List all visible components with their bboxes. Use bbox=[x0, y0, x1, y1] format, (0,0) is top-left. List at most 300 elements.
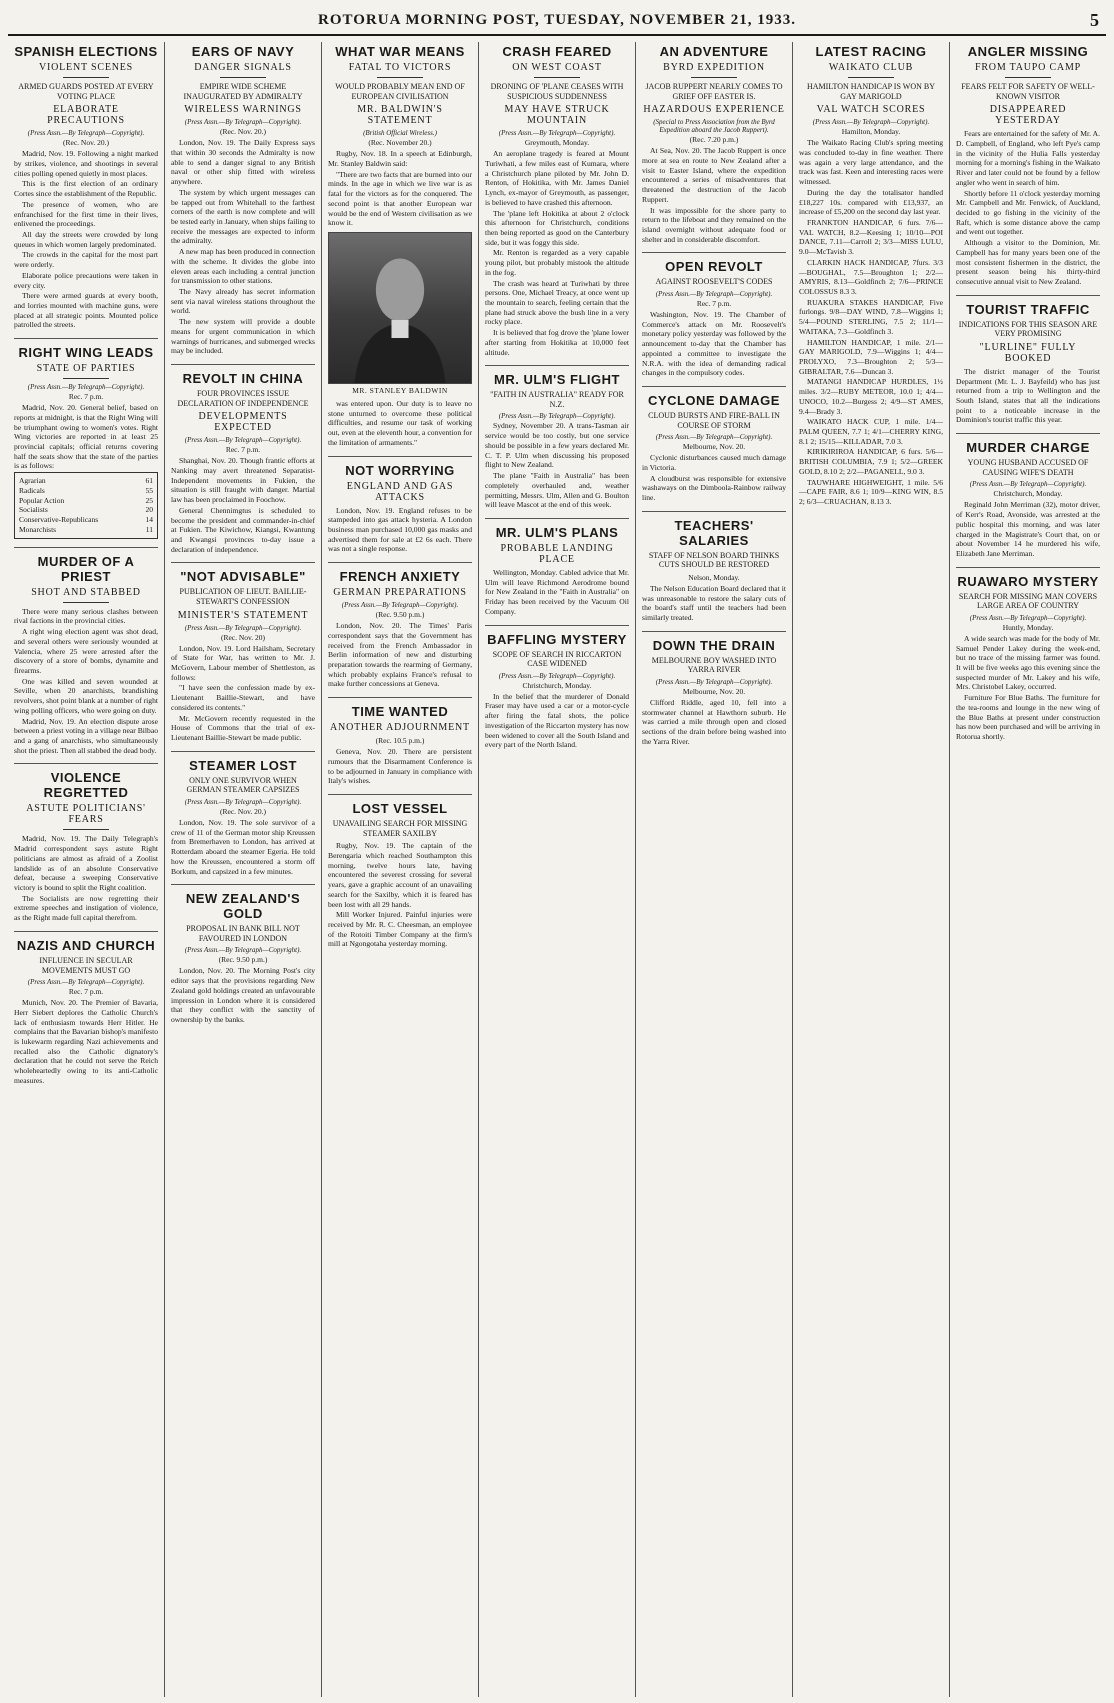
paragraph: FRANKTON HANDICAP, 6 furs. 7/6—VAL WATCH, 8.2—Keesing 1; 10/10—POI DANCE, 7.11—Carroll 2; 3/3—MISS LULU, 9.0—McTavish 3. bbox=[799, 217, 943, 257]
article bbox=[14, 44, 158, 330]
received-stamp: Melbourne, Nov. 20. bbox=[682, 442, 746, 452]
article-divider bbox=[14, 931, 158, 932]
deck-tagline: ANOTHER ADJOURNMENT bbox=[330, 722, 470, 734]
article-divider bbox=[171, 751, 315, 752]
deck-lines: ONLY ONE SURVIVOR WHEN GERMAN STEAMER CAPSIZES bbox=[186, 775, 300, 795]
article bbox=[328, 463, 472, 555]
article bbox=[328, 704, 472, 786]
article bbox=[485, 372, 629, 510]
deck-tagline: MR. BALDWIN'S STATEMENT bbox=[357, 104, 443, 127]
paragraph: A cloudburst was responsible for extensive washaways on the Dimboola-Rainbow railway line. bbox=[642, 473, 786, 503]
paragraph: Shanghai, Nov. 20. Though frantic efforts at Nanking may avert threatened Separatist-Independent movements in Fukien, the situation is still fraught with danger. Martial law has been proclaimed in Foochow. bbox=[171, 456, 315, 505]
press-credit: (Press Assn.—By Telegraph—Copyright). bbox=[812, 118, 930, 127]
deck-lines: "FAITH IN AUSTRALIA" READY FOR N.Z. bbox=[490, 390, 624, 409]
subhead: DANGER SIGNALS bbox=[194, 62, 292, 73]
deck-lines: INDICATIONS FOR THIS SEASON ARE VERY PROMISING bbox=[958, 319, 1098, 339]
article-divider bbox=[171, 562, 315, 563]
article bbox=[642, 259, 786, 378]
headline: CRASH FEARED bbox=[502, 44, 612, 59]
article bbox=[171, 569, 315, 742]
press-credit: (Press Assn.—By Telegraph—Copyright). bbox=[655, 289, 773, 298]
article bbox=[642, 393, 786, 503]
article bbox=[328, 801, 472, 949]
article-divider bbox=[485, 518, 629, 519]
received-stamp: Rec. 7 p.m. bbox=[68, 392, 104, 402]
press-credit: (Press Assn.—By Telegraph—Copyright). bbox=[184, 623, 302, 632]
press-credit: (Press Assn.—By Telegraph—Copyright). bbox=[655, 433, 773, 442]
paragraph: One was killed and seven wounded at Seville, when 20 anarchists, brandishing revolvers, shot point blank at a number of right wing polling officers, who were going on duty. bbox=[14, 676, 158, 715]
paragraph: During the day the totalisator handled £18,227 10s. compared with £13,937, an increase of £5,200 on the second day last year. bbox=[799, 187, 943, 217]
subhead: FATAL TO VICTORS bbox=[348, 62, 452, 73]
short-rule bbox=[848, 77, 894, 78]
paragraph: was entered upon. Our duty is to leave no stone unturned to overcome these political difficulties, and resume our task of working out, even at the eleventh hour, a convention for the limitation of armaments." bbox=[328, 398, 472, 447]
article bbox=[171, 758, 315, 877]
page-number: 5 bbox=[1090, 10, 1100, 30]
headline: MURDER OF A PRIEST bbox=[37, 553, 135, 584]
paragraph: HAMILTON HANDICAP, 1 mile. 2/1—GAY MARIGOLD, 7.9—Wiggins 1; 4/4—PROLYXO, 7.3—Broughton 2; 5/3—GIBRALTAR, 7.6—Duncan 3. bbox=[799, 337, 943, 376]
article-body bbox=[171, 818, 315, 876]
press-credit: (Special to Press Association from the Byrd Expedition aboard the Jacob Ruppert). bbox=[653, 118, 775, 135]
received-stamp: (Rec. Nov. 20.) bbox=[220, 127, 266, 137]
paragraph: London, Nov. 20. The Morning Post's city editor says that the provisions regarding New Zealand gold holdings created an unfavourable impression in London where it is considered that they conflict with the sanctity of ownership by the banks. bbox=[171, 966, 315, 1025]
article bbox=[171, 371, 315, 554]
paragraph: London, Nov. 19. England refuses to be stampeded into gas attack hysteria. A London business man purchased 10,000 gas masks and advertised them for sale at £2 6s each. There was not a single response. bbox=[328, 505, 472, 554]
column-7 bbox=[950, 42, 1106, 1697]
article bbox=[485, 632, 629, 751]
article-body bbox=[956, 129, 1100, 287]
columns bbox=[8, 42, 1106, 1697]
press-credit: (Press Assn.—By Telegraph—Copyright). bbox=[27, 383, 145, 392]
deck-tagline: VAL WATCH SCORES bbox=[816, 104, 926, 116]
party-name: Popular Action bbox=[19, 495, 65, 505]
seat-count: 55 bbox=[145, 485, 153, 495]
headline: "NOT ADVISABLE" bbox=[180, 569, 306, 585]
article-body bbox=[328, 506, 472, 555]
portrait-photo bbox=[328, 232, 472, 384]
deck-tagline: DEVELOPMENTS EXPECTED bbox=[198, 411, 288, 434]
headline: LOST VESSEL bbox=[352, 801, 448, 817]
party-name: Socialists bbox=[19, 505, 48, 515]
paragraph: The plane "Faith in Australia" has been completely overhauled and, weather permitting, Messrs. Ulm, Allen and G. Boulton will leave Mascot at the end of this week. bbox=[485, 471, 629, 510]
headline: AN ADVENTURE bbox=[659, 44, 769, 59]
received-stamp: (Rec. 7.20 p.m.) bbox=[689, 135, 739, 145]
paragraph: At Sea, Nov. 20. The Jacob Ruppert is once more at sea en route to New Zealand after a visit to Easter Island, where the expedition encountered a series of misadventures that threatened the destruction of the Jacob Ruppert. bbox=[642, 146, 786, 204]
paragraph: Madrid, Nov. 19. Following a night marked by strikes, violence, and shootings in several cities polling opened quietly in most places. bbox=[14, 149, 158, 178]
headline: RUAWARO MYSTERY bbox=[957, 573, 1099, 589]
seat-count: 11 bbox=[145, 524, 153, 534]
masthead-title: ROTORUA MORNING POST, TUESDAY, NOVEMBER 21, 1933. bbox=[318, 11, 796, 28]
paragraph: London, Nov. 19. Lord Hailsham, Secretary of State for War, has written to Mr. J. McGovern, Labour member of Shettleston, as follows: bbox=[171, 643, 315, 682]
deck-tagline: MAY HAVE STRUCK MOUNTAIN bbox=[504, 104, 610, 127]
deck-lines: FOUR PROVINCES ISSUE DECLARATION OF INDEPENDENCE bbox=[177, 389, 309, 408]
paragraph: A new map has been produced in connection with the scheme. It divides the globe into eleven areas each including a central junction for transmission to other stations. bbox=[171, 247, 316, 286]
subhead: STATE OF PARTIES bbox=[36, 363, 136, 375]
column-5 bbox=[636, 42, 793, 1697]
short-rule bbox=[691, 77, 737, 78]
short-rule bbox=[63, 829, 109, 830]
article-body bbox=[14, 834, 158, 922]
press-credit: (British Official Wireless.) bbox=[363, 129, 437, 138]
paragraph: General Chennimgtus is scheduled to become the president and commander-in-chief at Fukien. The Kiwichow, Kiangsi, Kwantung and Kwangsi provinces to-day issue a declaration of independence. bbox=[171, 505, 315, 554]
deck-tagline: "LURLINE" FULLY BOOKED bbox=[979, 341, 1077, 364]
article-divider bbox=[642, 386, 786, 387]
article-body bbox=[14, 998, 158, 1085]
article-body bbox=[171, 644, 315, 743]
article-divider bbox=[956, 567, 1100, 568]
paragraph: Mr. McGovern recently requested in the House of Commons that the trial of ex-Lieutenant Baillie-Stewart be made public. bbox=[171, 713, 315, 743]
article-divider bbox=[956, 433, 1100, 434]
paragraph: The crash was heard at Turiwhati by three persons. One, Michael Treacy, at once went up the mountain to search, feeling certain that the plane had struck above the bush line in a very rocky place. bbox=[485, 278, 629, 327]
paragraph: In the belief that the murderer of Donald Fraser may have used a car or a motor-cycle after firing the fatal shots, the police investigation of the Riccarton mystery has now been widened to cover all the South Island and every part of the North Island. bbox=[485, 691, 629, 750]
subhead: BYRD EXPEDITION bbox=[663, 62, 765, 73]
deck-lines: HAMILTON HANDICAP IS WON BY GAY MARIGOLD bbox=[806, 82, 935, 101]
short-rule bbox=[534, 77, 580, 78]
headline: OPEN REVOLT bbox=[665, 259, 763, 275]
headline: SPANISH ELECTIONS bbox=[14, 44, 158, 59]
seat-count: 20 bbox=[145, 505, 153, 515]
paragraph: The Navy already has secret information sent via naval wireless stations throughout the world. bbox=[171, 286, 315, 316]
article-body bbox=[956, 634, 1100, 742]
paragraph: The Waikato Racing Club's spring meeting was concluded to-day in fine weather. There was again a very large attendance, and the track was fast. Keen and interesting races were witnessed. bbox=[799, 138, 943, 187]
article bbox=[956, 44, 1100, 287]
article-divider bbox=[328, 697, 472, 698]
headline: ANGLER MISSING bbox=[967, 44, 1089, 59]
headline: REVOLT IN CHINA bbox=[182, 371, 304, 386]
headline: LATEST RACING bbox=[815, 44, 927, 59]
received-stamp: Greymouth, Monday. bbox=[524, 138, 590, 148]
party-name: Monarchists bbox=[19, 524, 57, 534]
paragraph: Mr. Renton is regarded as a very capable young pilot, but probably mistook the altitude in the fog. bbox=[485, 248, 629, 277]
headline: MURDER CHARGE bbox=[966, 440, 1090, 456]
article bbox=[14, 938, 158, 1086]
table-row bbox=[19, 505, 153, 515]
received-stamp: (Rec. 9.50 p.m.) bbox=[375, 610, 425, 620]
article-divider bbox=[642, 252, 786, 253]
article-divider bbox=[328, 562, 472, 563]
paragraph: Madrid, Nov. 19. The Daily Telegraph's Madrid correspondent says astute Right politicians are almost as afraid of a Zoolist landslide as of an absolute Conservative defeat, because a sweeping Conservative victory is bound to split the Right coalition. bbox=[14, 834, 158, 893]
deck-lines: ARMED GUARDS POSTED AT EVERY VOTING PLACE bbox=[18, 82, 154, 101]
article-divider bbox=[14, 547, 158, 548]
paragraph: Although a visitor to the Dominion, Mr. Campbell has for many years been one of the most consistent fishermen in the district, the present season being his thirty-third consecutive annual visit to New Zealand. bbox=[956, 238, 1100, 286]
paragraph: Furniture For Blue Baths. The furniture for the tea-rooms and lounge in the new wing of the Blue Baths at present under construction has now been purchased and will be arriving in Rotorua shortly. bbox=[956, 693, 1100, 742]
deck-tagline: ELABORATE PRECAUTIONS bbox=[47, 104, 125, 127]
received-stamp: (Rec. November 20.) bbox=[368, 138, 432, 148]
deck-lines: INFLUENCE IN SECULAR MOVEMENTS MUST GO bbox=[39, 955, 133, 975]
article-body bbox=[14, 403, 158, 471]
seat-count: 61 bbox=[145, 476, 153, 486]
press-credit: (Press Assn.—By Telegraph—Copyright). bbox=[184, 946, 302, 955]
article-body bbox=[328, 747, 472, 786]
paragraph: The crowds in the capital for the most part were orderly. bbox=[14, 250, 158, 270]
table-row bbox=[19, 496, 153, 506]
article-body bbox=[799, 138, 943, 507]
party-name: Agrarian bbox=[19, 476, 46, 486]
article-divider bbox=[485, 365, 629, 366]
headline: RIGHT WING LEADS bbox=[18, 345, 154, 361]
deck-tagline: GERMAN PREPARATIONS bbox=[333, 587, 467, 599]
article bbox=[14, 345, 158, 539]
short-rule bbox=[63, 378, 109, 379]
paragraph: The Socialists are now regretting their extreme speeches and instigation of violence, as the Right made full capital therefrom. bbox=[14, 893, 158, 923]
deck-lines: SEARCH FOR MISSING MAN COVERS LARGE AREA OF COUNTRY bbox=[958, 591, 1098, 611]
subhead: ON WEST COAST bbox=[512, 62, 602, 73]
article-divider bbox=[14, 763, 158, 764]
paragraph: The presence of women, who are enfranchised for the first time in their lives, enlivened the proceedings. bbox=[14, 199, 158, 229]
paragraph: London, Nov. 19. The Daily Express says that within 30 seconds the Admiralty is now able to send a danger signal to any British naval or other ship fitted with wireless anywhere. bbox=[171, 138, 315, 187]
article bbox=[328, 569, 472, 689]
paragraph: Shortly before 11 o'clock yesterday morning Mr. Campbell and Mr. Fenwick, of Auckland, decided to go fishing in the vicinity of the Raft, which is some distance above the camp and went out together. bbox=[956, 188, 1100, 237]
paragraph: Fears are entertained for the safety of Mr. A. D. Campbell, of England, who left Pye's camp in the vicinity of the Hulia Falls yesterday morning for a morning's fishing in the Waikato River and later could not be found by a fellow angler who went in search of him. bbox=[956, 129, 1100, 187]
deck-lines: JACOB RUPPERT NEARLY COMES TO GRIEF OFF EASTER IS. bbox=[645, 82, 783, 101]
deck-lines: DRONING OF 'PLANE CEASES WITH SUSPICIOUS SUDDENNESS bbox=[490, 82, 624, 101]
headline: NOT WORRYING bbox=[345, 462, 455, 478]
headline: VIOLENCE REGRETTED bbox=[43, 770, 129, 801]
deck-lines: EMPIRE WIDE SCHEME INAUGURATED BY ADMIRALTY bbox=[183, 82, 303, 101]
received-stamp: Melbourne, Nov. 20. bbox=[682, 687, 746, 697]
received-stamp: Rec. 7 p.m. bbox=[696, 298, 732, 308]
article-body bbox=[171, 138, 315, 356]
subhead: VIOLENT SCENES bbox=[38, 62, 134, 73]
press-credit: (Press Assn.—By Telegraph—Copyright). bbox=[498, 412, 616, 421]
headline: EARS OF NAVY bbox=[191, 44, 295, 59]
paragraph: An aeroplane tragedy is feared at Mount Turiwhati, a few miles east of Kumara, where a Christchurch plane piloted by Mr. John D. Renton, of Hokitika, with Mr. James Daniel Lynch, ex-mayor of Greymouth, as passenger, is believed to have crashed this afternoon. bbox=[485, 149, 629, 207]
paragraph: Rugby, Nov. 18. In a speech at Edinburgh, Mr. Stanley Baldwin said: bbox=[328, 149, 472, 168]
paragraph: The 'plane left Hokitika at about 2 o'clock this afternoon for Christchurch, conditions then being reported as good on the Canterbury side, but it was foggy this side. bbox=[485, 208, 629, 247]
deck-tagline: DISAPPEARED YESTERDAY bbox=[989, 104, 1067, 127]
column-6 bbox=[793, 42, 950, 1697]
party-table bbox=[14, 472, 158, 539]
short-rule bbox=[377, 77, 423, 78]
short-rule bbox=[63, 77, 109, 78]
received-stamp: (Rec. Nov. 20.) bbox=[63, 138, 109, 148]
paragraph: WAIKATO HACK CUP, 1 mile. 1/4—PALM QUEEN, 7.7 1; 4/1—CHERRY KING, 8.1 2; 15/15—KILLADAR, 7.0 3. bbox=[799, 417, 943, 446]
paragraph: Madrid, Nov. 19. An election dispute arose between a priest voting in a village near Bilbao and a gang of anarchists, who simultaneously shot the priest. Then all stabbed the dead body. bbox=[14, 716, 158, 755]
article-body bbox=[328, 621, 472, 689]
headline: BAFFLING MYSTERY bbox=[487, 631, 627, 647]
paragraph: Geneva, Nov. 20. There are persistent rumours that the Disarmament Conference is to be adjourned in January in compliance with Italy's wishes. bbox=[328, 747, 472, 786]
headline: MR. ULM'S PLANS bbox=[495, 524, 619, 540]
paragraph: CLARKIN HACK HANDICAP, 7furs. 3/3—BOUGHAL, 7.5—Broughton 1; 2/2—AMYRIS, 8.13—Goldfinch 2; 7/6—PRINCE COLOSSUS 8.3 3. bbox=[799, 257, 943, 296]
deck-lines: PUBLICATION OF LIEUT. BAILLIE-STEWART'S CONFESSION bbox=[179, 587, 307, 606]
column-3 bbox=[322, 42, 479, 1697]
paragraph: Rugby, Nov. 19. The captain of the Berengaria which reached Southampton this morning, twelve hours late, having encountered the severest crossing for several years, gave a graphic account of an unavailing search for the Saxilby, which it is feared has been lost with all 29 hands. bbox=[328, 841, 472, 909]
article bbox=[956, 440, 1100, 559]
headline: TIME WANTED bbox=[351, 704, 449, 720]
headline: NEW ZEALAND'S GOLD bbox=[185, 891, 301, 922]
article-divider bbox=[642, 511, 786, 512]
received-stamp: Christchurch, Monday. bbox=[993, 489, 1063, 499]
party-name: Conservative-Republicans bbox=[19, 515, 99, 525]
article bbox=[642, 638, 786, 747]
article-divider bbox=[171, 884, 315, 885]
article-body bbox=[642, 584, 786, 623]
paragraph: TAUWHARE HIGHWEIGHT, 1 mile. 5/6—CAPE FAIR, 8.6 1; 10/9—KING WIN, 8.5 2; 6/3—CRUACHAN, 8.13 3. bbox=[799, 477, 943, 507]
article-body bbox=[485, 568, 629, 617]
article bbox=[642, 44, 786, 244]
received-stamp: (Rec. 9.50 p.m.) bbox=[218, 955, 268, 965]
press-credit: (Press Assn.—By Telegraph—Copyright). bbox=[655, 678, 773, 687]
headline: CYCLONE DAMAGE bbox=[648, 393, 780, 408]
press-credit: (Press Assn.—By Telegraph—Copyright). bbox=[498, 671, 616, 680]
press-credit: (Press Assn.—By Telegraph—Copyright). bbox=[184, 797, 302, 806]
article-body bbox=[642, 146, 786, 244]
paragraph: A right wing election agent was shot dead, and several others were seriously wounded at Valencia, where 25 were arrested after the discovery of a store of bombs, dynamite and firearms. bbox=[14, 627, 158, 675]
paragraph: Elaborate police precautions were taken in every city. bbox=[14, 270, 158, 290]
received-stamp: Hamilton, Monday. bbox=[841, 127, 901, 137]
paragraph: "There are two facts that are burned into our minds. In the age in which we live war is as fatal for the victors as for the conquered. The second point is that another European war would be the end of Western civilisation as we know it. bbox=[328, 169, 472, 228]
article bbox=[956, 574, 1100, 742]
article-divider bbox=[328, 456, 472, 457]
received-stamp: Rec. 7 p.m. bbox=[225, 445, 261, 455]
photo-caption: MR. STANLEY BALDWIN bbox=[352, 385, 448, 395]
received-stamp: Huntly, Monday. bbox=[1002, 622, 1054, 632]
article-body-continued bbox=[328, 399, 472, 448]
paragraph: All day the streets were crowded by long queues in which women largely predominated. bbox=[14, 229, 158, 249]
paragraph: MATANGI HANDICAP HURDLES, 1½ miles. 3/2—RUBY METEOR, 10.0 1; 4/4—UNOCO, 10.2—Burgess 2; 4/9—ST AMES, 9.4—Brady 3. bbox=[799, 377, 943, 416]
received-stamp: (Rec. Nov. 20) bbox=[220, 632, 266, 642]
paragraph: KIRIKIRIROA HANDICAP, 6 furs. 5/6—BRITISH COLUMBIA, 7.9 1; 5/2—GREEK GOLD, 8.10 2; 2/2—PAGANELL, 9.0 3. bbox=[799, 447, 943, 476]
subhead: FROM TAUPO CAMP bbox=[974, 62, 1082, 73]
subhead: WAIKATO CLUB bbox=[828, 62, 914, 73]
article-body bbox=[14, 607, 158, 756]
paragraph: It is believed that fog drove the 'plane lower after starting from Hokitika at 10,000 feet altitude. bbox=[485, 328, 629, 357]
column-1 bbox=[8, 42, 165, 1697]
paragraph: Mill Worker Injured. Painful injuries were received by Mr. R. C. Cheesman, an employee of the Rotoiti Timber Company at the firm's mill at Ngongotaha yesterday morning. bbox=[328, 910, 472, 949]
seat-count: 25 bbox=[145, 495, 153, 505]
press-credit: (Press Assn.—By Telegraph—Copyright). bbox=[969, 480, 1087, 489]
paragraph: Washington, Nov. 19. The Chamber of Commerce's attack on Mr. Roosevelt's monetary policy yesterday was followed by the announcement to-day that the Chamber has appointed a committee to investigate the N.R.A. with the idea of demanding radical changes in the compulsory codes. bbox=[642, 309, 786, 378]
article-body bbox=[642, 453, 786, 503]
paragraph: This is the first election of an ordinary Cortes since the establishment of the Republic. bbox=[14, 179, 158, 199]
headline: TOURIST TRAFFIC bbox=[966, 301, 1090, 317]
headline: TEACHERS' SALARIES bbox=[674, 517, 754, 548]
paragraph: The new system will provide a double means for urgent communication in which warnings of hurricanes, and submerged wrecks may be included. bbox=[171, 317, 315, 356]
subhead: ASTUTE POLITICIANS' FEARS bbox=[26, 803, 146, 826]
column-4 bbox=[479, 42, 636, 1697]
article-body bbox=[328, 149, 472, 228]
article-divider bbox=[642, 631, 786, 632]
table-row bbox=[19, 525, 153, 535]
party-name: Radicals bbox=[19, 485, 45, 495]
article-body bbox=[642, 310, 786, 378]
article-body bbox=[485, 149, 629, 357]
paragraph: It was impossible for the shore party to return to the lifeboat and they remained on the island overnight without adequate food or shelter and in considerable discomfort. bbox=[642, 205, 786, 244]
paragraph: There were armed guards at every booth, and lorries mounted with machine guns, were placed at all strategic points. Mounted police patrolled the streets. bbox=[14, 291, 158, 330]
press-credit: (Press Assn.—By Telegraph—Copyright). bbox=[184, 118, 302, 127]
article-divider bbox=[485, 625, 629, 626]
received-stamp: Nelson, Monday. bbox=[688, 572, 740, 582]
article-body bbox=[171, 966, 315, 1024]
masthead bbox=[8, 6, 1106, 36]
article-body bbox=[642, 698, 786, 747]
paragraph: London, Nov. 19. The sole survivor of a crew of 11 of the German motor ship Kreussen from Bremerhaven to London, has arrived at Rotterdam aboard the steamer Egeria. He told how the Kreussen, encountered a storm off Borkum, and capsized in a few minutes. bbox=[171, 817, 315, 876]
article-divider bbox=[14, 338, 158, 339]
headline: NAZIS AND CHURCH bbox=[16, 937, 156, 953]
deck-tagline: MINISTER'S STATEMENT bbox=[177, 609, 309, 621]
table-row bbox=[19, 476, 153, 486]
deck-lines: MELBOURNE BOY WASHED INTO YARRA RIVER bbox=[651, 655, 777, 675]
paragraph: The Nelson Education Board declared that it was unreasonable to restore the salary cuts of the board's staff until the teachers had been similarly treated. bbox=[642, 583, 786, 623]
article-body bbox=[171, 456, 315, 554]
paragraph: RUAKURA STAKES HANDICAP, Five furlongs. 9/8—DAY WIND, 7.8—Wiggins 1; 5/4—POUND STERLING, 7.5 2; 11/1—WAITAKA, 7.3—Goldfinch 3. bbox=[799, 297, 943, 336]
paragraph: Munich, Nov. 20. The Premier of Bavaria, Herr Siebert deplores the Catholic Church's lack of enthusiasm towards Herr Hitler. He complains that the Bavarian bishop's manifesto is lukewarm regarding Nazi achievements and recalled also the Catholic dignatory's declaration that he could not serve the Reich wholeheartedly owing to its anti-Catholic measures. bbox=[14, 998, 158, 1085]
paragraph: "I have seen the confession made by ex-Lieutenant Baillie-Stewart, and have considered its contents." bbox=[171, 683, 315, 712]
press-credit: (Press Assn.—By Telegraph—Copyright). bbox=[184, 436, 302, 445]
seat-count: 14 bbox=[145, 515, 153, 525]
subhead: SHOT AND STABBED bbox=[31, 586, 141, 598]
deck-lines: STAFF OF NELSON BOARD THINKS CUTS SHOULD BE RESTORED bbox=[648, 550, 780, 570]
article bbox=[171, 891, 315, 1025]
deck-tagline: HAZARDOUS EXPERIENCE bbox=[643, 104, 785, 116]
article-divider bbox=[956, 295, 1100, 296]
received-stamp: (Rec. 10.5 p.m.) bbox=[375, 736, 425, 746]
press-credit: (Press Assn.—By Telegraph—Copyright). bbox=[341, 601, 459, 610]
paragraph: The system by which urgent messages can be tapped out from Whitehall to the farthest corners of the earth is now complete and will be tested early in January, when ships failing to receive the messages are expected to inform the admiralty. bbox=[171, 187, 315, 246]
headline: FRENCH ANXIETY bbox=[339, 569, 461, 585]
press-credit: (Press Assn.—By Telegraph—Copyright). bbox=[27, 129, 145, 138]
article-body bbox=[485, 692, 629, 750]
received-stamp: (Rec. Nov. 20.) bbox=[220, 806, 266, 816]
headline: MR. ULM'S FLIGHT bbox=[494, 372, 620, 388]
paragraph: London, Nov. 20. The Times' Paris correspondent says that the Government has received from the French Ambassador in Berlin information of new and disturbing preparation towards the rearming of Germany, which probably explains France's refusal to make further concessions at Geneva. bbox=[328, 621, 472, 689]
headline: WHAT WAR MEANS bbox=[335, 44, 465, 59]
paragraph: Madrid, Nov. 20. General belief, based on reports at midnight, is that the Right Wing will be triumphant owing to women's votes. Right Wing victories are reported in at least 25 provincial capitals; official returns covering half the seats show that the state of the parties is as follows: bbox=[14, 403, 158, 471]
article-body bbox=[485, 421, 629, 509]
article bbox=[485, 44, 629, 357]
deck-lines: FEARS FELT FOR SAFETY OF WELL-KNOWN VISITOR bbox=[961, 82, 1095, 101]
article bbox=[14, 770, 158, 922]
paragraph: Sydney, November 20. A trans-Tasman air service would be too costly, but one service should be possible in a few years declared Mr. C. T. P. Ulm when discussing his proposed flight to New Zealand. bbox=[485, 421, 629, 470]
article-divider bbox=[328, 794, 472, 795]
article bbox=[171, 44, 315, 356]
deck-lines: WOULD PROBABLY MEAN END OF EUROPEAN CIVILISATION bbox=[335, 82, 465, 101]
table-row bbox=[19, 486, 153, 496]
deck-lines: CLOUD BURSTS AND FIRE-BALL IN COURSE OF STORM bbox=[648, 411, 780, 430]
article-body bbox=[328, 841, 472, 949]
press-credit: (Press Assn.—By Telegraph—Copyright). bbox=[969, 613, 1087, 622]
received-stamp: Rec. 7 p.m. bbox=[68, 987, 104, 997]
article bbox=[485, 525, 629, 617]
short-rule bbox=[63, 602, 109, 603]
deck-lines: UNAVAILING SEARCH FOR MISSING STEAMER SAXILBY bbox=[332, 819, 468, 838]
article-body bbox=[14, 149, 158, 330]
article bbox=[956, 302, 1100, 426]
deck-tagline: ENGLAND AND GAS ATTACKS bbox=[346, 480, 454, 503]
deck-lines: PROPOSAL IN BANK BILL NOT FAVOURED IN LONDON bbox=[186, 924, 300, 943]
article bbox=[328, 44, 472, 448]
article bbox=[14, 554, 158, 756]
short-rule bbox=[220, 77, 266, 78]
deck-lines: AGAINST ROOSEVELT'S CODES bbox=[655, 277, 773, 287]
paragraph: There were many serious clashes between rival factions in the provincial cities. bbox=[14, 606, 158, 626]
paragraph: The district manager of the Tourist Department (Mr. L. J. Bayfeild) who has just returned from a trip to Wellington and the South Island, states that all the indications point to a noticeable increase in the Dominion's tourist traffic this year. bbox=[956, 366, 1100, 425]
press-credit: (Press Assn.—By Telegraph—Copyright). bbox=[498, 129, 616, 138]
received-stamp: Christchurch, Monday. bbox=[522, 680, 592, 690]
press-credit: (Press Assn.—By Telegraph—Copyright). bbox=[27, 978, 145, 987]
article-divider bbox=[171, 364, 315, 365]
deck-tagline: WIRELESS WARNINGS bbox=[184, 104, 302, 116]
short-rule bbox=[1005, 77, 1051, 78]
article bbox=[642, 518, 786, 623]
headline: DOWN THE DRAIN bbox=[652, 637, 776, 653]
deck-lines: YOUNG HUSBAND ACCUSED OF CAUSING WIFE'S DEATH bbox=[967, 458, 1089, 477]
article-body bbox=[956, 367, 1100, 425]
deck-tagline: PROBABLE LANDING PLACE bbox=[500, 542, 614, 565]
article-body bbox=[956, 500, 1100, 558]
deck-lines: SCOPE OF SEARCH IN RICCARTON CASE WIDENED bbox=[492, 649, 622, 669]
paragraph: Reginald John Merriman (32), motor driver, of Kerr's Road, Avonside, was arrested at the public hospital this morning, and was later charged in the Magistrate's Court that, on or about November 14 he murdered his wife, Elizabeth Jane Merriman. bbox=[956, 500, 1100, 558]
paragraph: A wide search was made for the body of Mr. Samuel Pender Lakey during the week-end, but no trace of the missing farmer was found. It will be five weeks ago this evening since the suspected murder of Mr. Lakey and his wife, Mrs. Christobel Lakey, occurred. bbox=[956, 633, 1100, 692]
